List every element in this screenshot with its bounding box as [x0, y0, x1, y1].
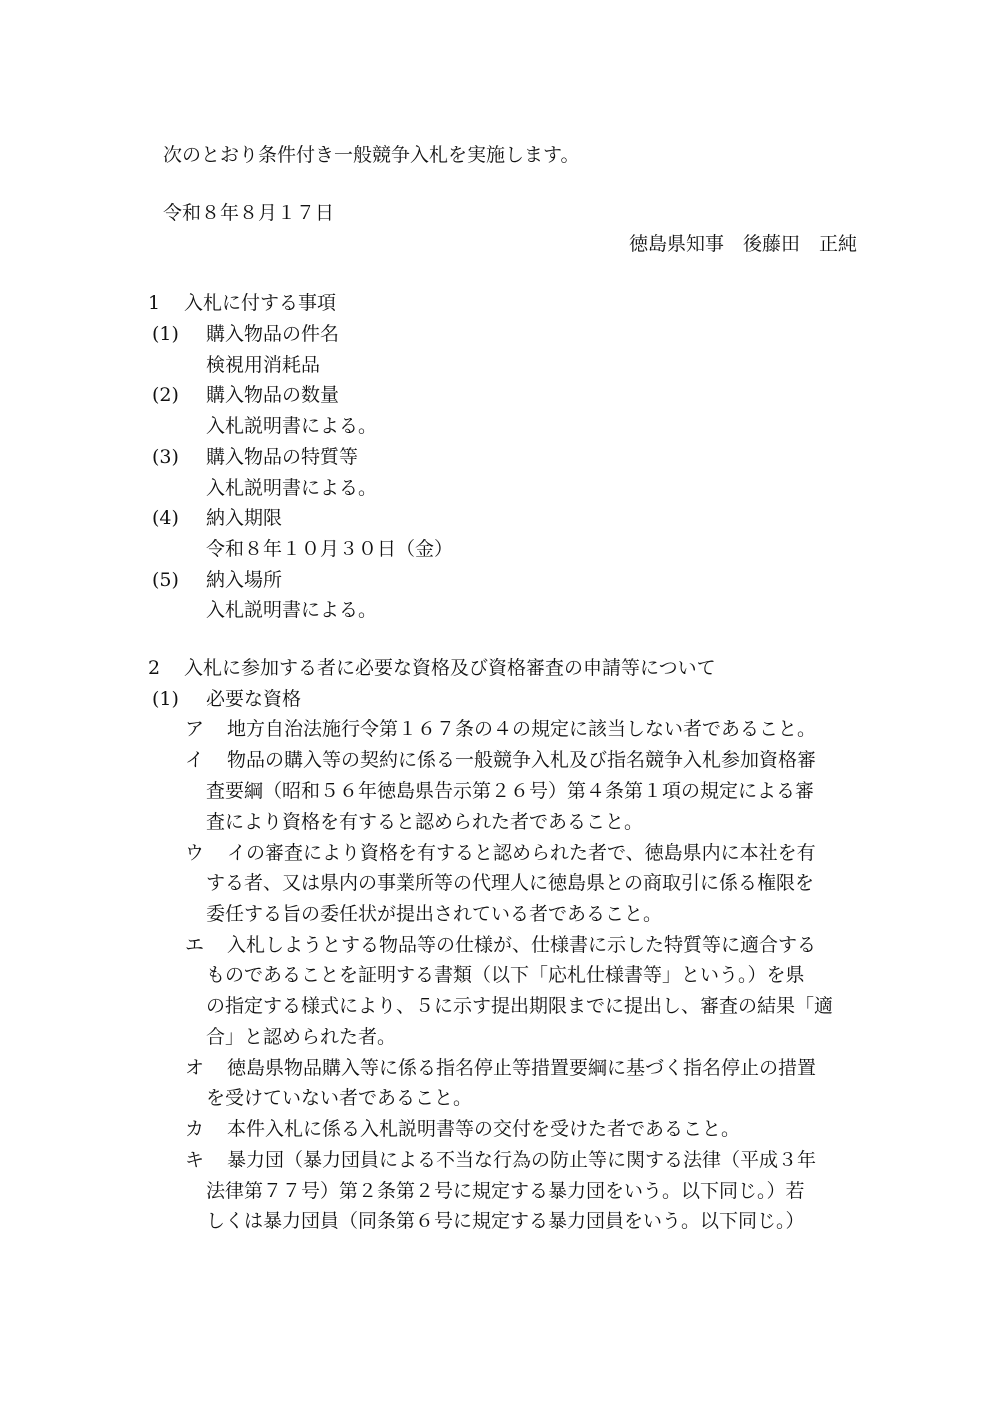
signer: 徳島県知事 後藤田 正純: [628, 233, 857, 255]
clause-o-line: 徳島県物品購入等に係る指名停止等措置要綱に基づく指名停止の措置: [227, 1057, 817, 1079]
item-label: 購入物品の件名: [206, 323, 340, 345]
clause-i-line: 物品の購入等の契約に係る一般競争入札及び指名競争入札参加資格審: [227, 749, 817, 771]
clause-e-line: 入札しようとする物品等の仕様が、仕様書に示した特質等に適合する: [227, 934, 817, 956]
notice-date: 令和８年８月１７日: [163, 202, 335, 224]
item-value: 入札説明書による。: [206, 599, 378, 621]
item-value: 入札説明書による。: [206, 415, 378, 437]
item-value: 入札説明書による。: [206, 477, 378, 499]
item-number: (1): [152, 323, 179, 345]
clause-u-line: する者、又は県内の事業所等の代理人に徳島県との商取引に係る権限を: [206, 872, 815, 894]
subsection-label: 必要な資格: [206, 688, 302, 710]
item-label: 購入物品の特質等: [206, 446, 359, 468]
clause-marker-o: オ: [185, 1057, 205, 1079]
section2-heading: 入札に参加する者に必要な資格及び資格審査の申請等について: [184, 657, 716, 679]
clause-i-line: 査要綱（昭和５６年徳島県告示第２６号）第４条第１項の規定による審: [206, 780, 815, 802]
clause-ki-line: しくは暴力団員（同条第６号に規定する暴力団員をいう。以下同じ。）: [206, 1210, 805, 1232]
clause-marker-u: ウ: [185, 842, 205, 864]
clause-e-line: ものであることを証明する書類（以下「応札仕様書等」という。）を県: [206, 964, 805, 986]
item-label: 購入物品の数量: [206, 384, 340, 406]
section1-number: 1: [148, 292, 161, 314]
clause-marker-ki: キ: [185, 1149, 205, 1171]
item-number: (2): [152, 384, 179, 406]
item-number: (5): [152, 569, 179, 591]
clause-i-line: 査により資格を有すると認められた者であること。: [206, 811, 644, 833]
intro-text: 次のとおり条件付き一般競争入札を実施します。: [163, 144, 580, 166]
clause-marker-e: エ: [185, 934, 205, 956]
section1-heading: 入札に付する事項: [184, 292, 337, 314]
clause-u-line: 委任する旨の委任状が提出されている者であること。: [206, 903, 663, 925]
item-value: 令和８年１０月３０日（金）: [206, 538, 454, 560]
section2-number: 2: [148, 657, 161, 679]
clause-ki-line: 法律第７７号）第２条第２号に規定する暴力団をいう。以下同じ。）若: [206, 1180, 805, 1202]
clause-e-line: の指定する様式により、５に示す提出期限までに提出し、審査の結果「適: [206, 995, 834, 1017]
clause-marker-a: ア: [185, 718, 205, 740]
clause-ki-line: 暴力団（暴力団員による不当な行為の防止等に関する法律（平成３年: [227, 1149, 817, 1171]
clause-a-line: 地方自治法施行令第１６７条の４の規定に該当しない者であること。: [227, 718, 817, 740]
item-label: 納入期限: [206, 507, 283, 529]
clause-ka-line: 本件入札に係る入札説明書等の交付を受けた者であること。: [227, 1118, 741, 1140]
item-number: (4): [152, 507, 179, 529]
clause-marker-i: イ: [185, 749, 205, 771]
item-label: 納入場所: [206, 569, 283, 591]
item-number: (3): [152, 446, 179, 468]
clause-u-line: イの審査により資格を有すると認められた者で、徳島県内に本社を有: [227, 842, 816, 864]
clause-o-line: を受けていない者であること。: [206, 1087, 473, 1109]
clause-marker-ka: カ: [185, 1118, 205, 1140]
item-value: 検視用消耗品: [206, 354, 321, 376]
subsection-number: (1): [152, 688, 179, 710]
clause-e-line: 合」と認められた者。: [206, 1026, 397, 1048]
